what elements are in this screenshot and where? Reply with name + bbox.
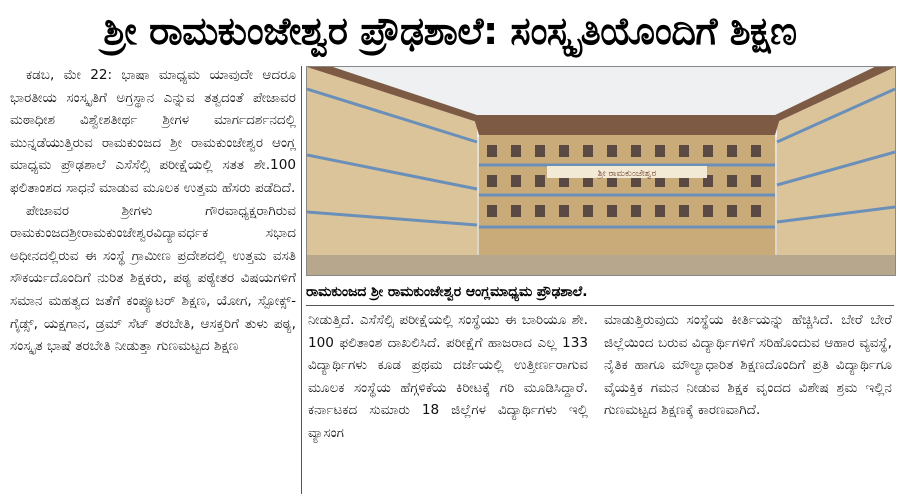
building-sign-text: ಶ್ರೀ ರಾಮಕುಂಜೇಶ್ವರ <box>597 169 657 179</box>
window <box>655 145 665 157</box>
window <box>751 145 761 157</box>
window <box>607 145 617 157</box>
window <box>511 205 521 217</box>
article-column-1 <box>10 64 296 358</box>
article-column-2 <box>308 309 588 445</box>
window <box>583 205 593 217</box>
school-building-photo <box>306 66 896 276</box>
window <box>535 145 545 157</box>
window <box>655 205 665 217</box>
window <box>727 175 737 187</box>
window <box>727 205 737 217</box>
window <box>631 205 641 217</box>
window <box>703 145 713 157</box>
article-paragraph: ನೀಡುತ್ತಿದೆ. ಎಸೆಸೆಲ್ಸಿ ಪರೀಕ್ಷೆಯಲ್ಲಿ ಸಂಸ್ಥೆಯು ಈ ಬಾರಿಯೂ ಶೇ. 100 ಫಲಿತಾಂಶ ದಾಖಲಿಸಿದೆ. ಪರೀಕ್ಷೆಗೆ ಹಾಜರಾದ ಎಲ್ಲ 133 ವಿದ್ಯಾರ್ಥಿಗಳು ಕೂಡ ಪ್ರಥಮ ದರ್ಜೆಯಲ್ಲಿ ಉತ್ತೀರ್ಣರಾಗುವ ಮೂಲಕ ಸಂಸ್ಥೆಯ ಹೆಗ್ಗಳಿಕೆಯ ಕಿರೀಟಕ್ಕೆ ಗರಿ ಮೂಡಿಸಿದ್ದಾರೆ. ಕರ್ನಾಟಕದ ಸುಮಾರು 18 ಜಿಲ್ಲೆಗಳ ವಿದ್ಯಾರ್ಥಿಗಳು ಇಲ್ಲಿ ವ್ಯಾಸಂಗ <box>308 312 588 441</box>
window <box>559 145 569 157</box>
window <box>559 205 569 217</box>
column-divider <box>301 66 302 494</box>
window <box>535 205 545 217</box>
window <box>487 145 497 157</box>
photo-caption: ರಾಮಕುಂಜದ ಶ್ರೀ ರಾಮಕುಂಜೇಶ್ವರ ಆಂಗ್ಲಮಾಧ್ಯಮ ಪ್ರೌಢಶಾಲೆ. <box>306 284 588 300</box>
window <box>751 205 761 217</box>
caption-rule <box>306 305 894 306</box>
headline: ಶ್ರೀ ರಾಮಕುಂಜೇಶ್ವರ ಪ್ರೌಢಶಾಲೆ: ಸಂಸ್ಕೃತಿಯೊಂದಿಗೆ ಶಿಕ್ಷಣ <box>103 9 797 53</box>
article-column-3 <box>604 309 892 422</box>
window <box>751 175 761 187</box>
window <box>583 145 593 157</box>
window <box>487 205 497 217</box>
window <box>631 145 641 157</box>
window <box>703 205 713 217</box>
window <box>679 205 689 217</box>
window <box>487 175 497 187</box>
article-paragraph: ಪೇಜಾವರ ಶ್ರೀಗಳು ಗೌರವಾಧ್ಯಕ್ಷರಾಗಿರುವ ರಾಮಕುಂಜದಶ್ರೀರಾಮಕುಂಜೇಶ್ವರವಿದ್ಯಾವರ್ಧಕ ಸಭಾದ ಅಧೀನದಲ್ಲಿರುವ ಈ ಸಂಸ್ಥೆ ಗ್ರಾಮೀಣ ಪ್ರದೇಶದಲ್ಲಿ ಉತ್ತಮ ವಸತಿ ಸೌಕರ್ಯದೊಂದಿಗೆ ನುರಿತ ಶಿಕ್ಷಕರು, ಪಠ್ಯ ಪಠ್ಯೇತರ ವಿಷಯಗಳಿಗೆ ಸಮಾನ ಮಹತ್ವದ ಜತೆಗೆ ಕಂಪ್ಯೂಟರ್ ಶಿಕ್ಷಣ, ಯೋಗ, ಸ್ಪೋಕ್ಸ್-ಗೈಡ್ಸ್, ಯಕ್ಷಗಾನ, ಡ್ರಮ್ ಸೆಟ್ ತರಬೇತಿ, ಆಸಕ್ತರಿಗೆ ತುಳು ಪಠ್ಯ, ಸಂಸ್ಕೃತ ಭಾಷೆ ತರಬೇತಿ ನೀಡುತ್ತಾ ಗುಣಮಟ್ಟದ ಶಿಕ್ಷಣ <box>10 202 296 355</box>
school-building-illustration <box>307 67 895 275</box>
window <box>535 175 545 187</box>
window <box>511 175 521 187</box>
article-paragraph: ಮಾಡುತ್ತಿರುವುದು ಸಂಸ್ಥೆಯ ಕೀರ್ತಿಯನ್ನು ಹೆಚ್ಚಿಸಿದೆ. ಬೇರೆ ಬೇರೆ ಜಿಲ್ಲೆಯಿಂದ ಬರುವ ವಿದ್ಯಾರ್ಥಿಗಳಿಗೆ ಸರಿಹೊಂದುವ ಆಹಾರ ವ್ಯವಸ್ಥೆ, ನೈತಿಕ ಹಾಗೂ ಮೌಲ್ಯಾಧಾರಿತ ಶಿಕ್ಷಣದೊಂದಿಗೆ ಪ್ರತಿ ವಿದ್ಯಾರ್ಥಿಗೂ ವೈಯಕ್ತಿಕ ಗಮನ ನೀಡುವ ಶಿಕ್ಷಕ ವೃಂದದ ವಿಶೇಷ ಶ್ರಮ ಇಲ್ಲಿನ ಗುಣಮಟ್ಟದ ಶಿಕ್ಷಣಕ್ಕೆ ಕಾರಣವಾಗಿದೆ. <box>604 312 892 419</box>
window <box>679 145 689 157</box>
article-paragraph: ಕಡಬ, ಮೇ 22: ಭಾಷಾ ಮಾಧ್ಯಮ ಯಾವುದೇ ಆದರೂ ಭಾರತೀಯ ಸಂಸ್ಕೃತಿಗೆ ಅಗ್ರಸ್ಥಾನ ಎನ್ನುವ ತತ್ವದಂತೆ ಪೇಜಾವರ ಮಠಾಧೀಶ ವಿಶ್ವೇಶತೀರ್ಥ ಶ್ರೀಗಳ ಮಾರ್ಗದರ್ಶನದಲ್ಲಿ ಮುನ್ನಡೆಯುತ್ತಿರುವ ರಾಮಕುಂಜದ ಶ್ರೀ ರಾಮಕುಂಜೇಶ್ವರ ಆಂಗ್ಲ ಮಾಧ್ಯಮ ಪ್ರೌಢಶಾಲೆ ಎಸೆಸೆಲ್ಸಿ ಪರೀಕ್ಷೆಯಲ್ಲಿ ಸತತ ಶೇ.100 ಫಲಿತಾಂಶದ ಸಾಧನೆ ಮಾಡುವ ಮೂಲಕ ಉತ್ತಮ ಹೆಸರು ಪಡೆದಿದೆ. <box>10 67 296 196</box>
window <box>607 205 617 217</box>
window <box>511 145 521 157</box>
window <box>727 145 737 157</box>
